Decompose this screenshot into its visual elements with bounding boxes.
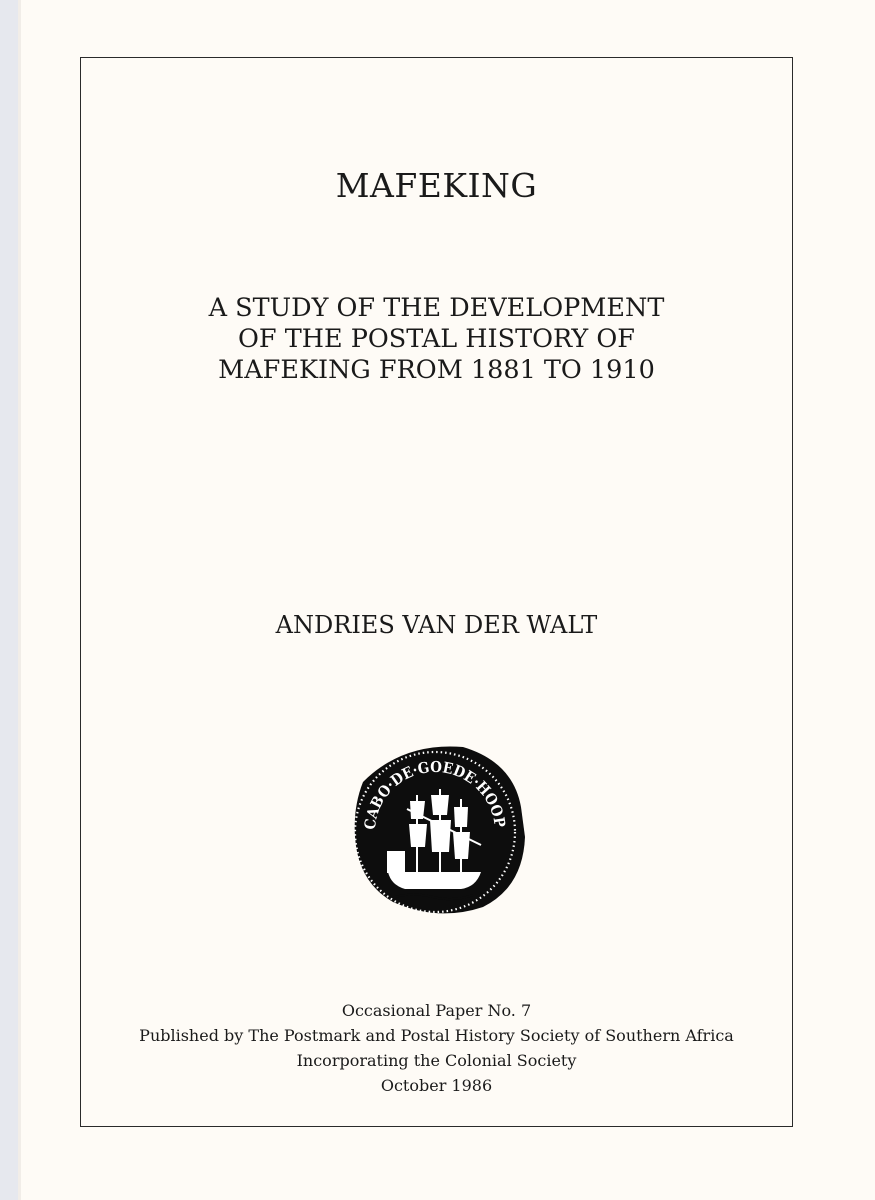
cabo-de-goede-hoop-seal-icon	[343, 737, 528, 917]
subtitle-line: MAFEKING FROM 1881 TO 1910	[218, 355, 655, 385]
seal-lettering: CABO·DE·GOEDE·HOOP	[360, 757, 510, 831]
publisher: Published by The Postmark and Postal History Society of Southern Africa	[139, 1026, 734, 1045]
author-name: ANDRIES VAN DER WALT	[275, 611, 598, 639]
publication-date: October 1986	[380, 1076, 493, 1095]
cover-title: MAFEKING	[335, 166, 538, 205]
series-number: Occasional Paper No. 7	[341, 1001, 532, 1020]
cover-subtitle	[80, 293, 793, 386]
incorporating-note: Incorporating the Colonial Society	[296, 1051, 577, 1070]
binding-spine	[0, 0, 18, 1200]
subtitle-line: OF THE POSTAL HISTORY OF	[238, 324, 635, 354]
cover-border-frame	[80, 57, 793, 1127]
subtitle-line: A STUDY OF THE DEVELOPMENT	[208, 293, 665, 323]
publication-info	[80, 998, 793, 1098]
